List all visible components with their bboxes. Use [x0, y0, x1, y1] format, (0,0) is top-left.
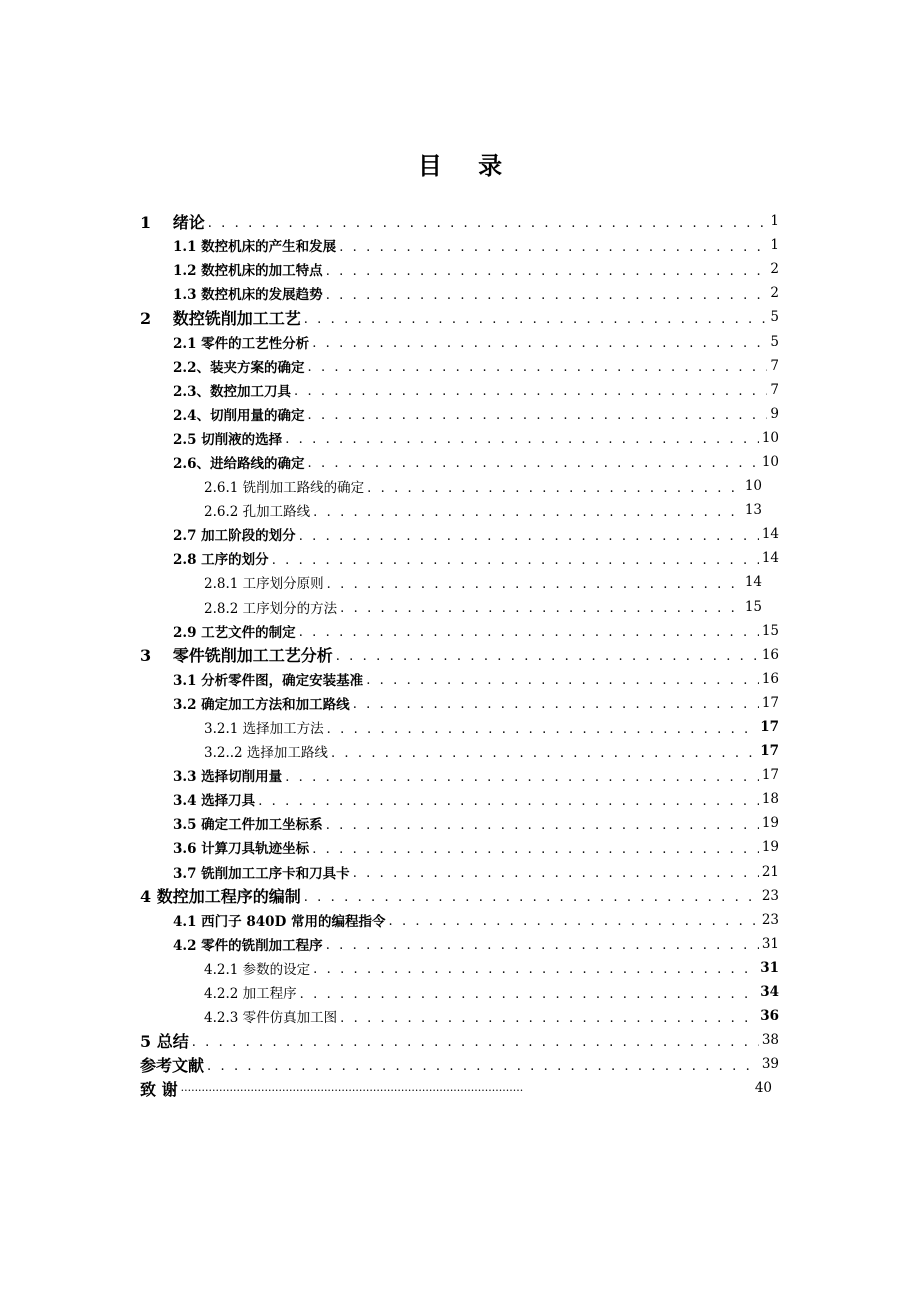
dot-leader	[300, 988, 758, 1001]
toc-entry-title: 3.2 确定加工方法和加工路线	[173, 696, 350, 713]
toc-entry[interactable]	[0, 787, 920, 811]
toc-entry-title: 2.3、数控加工刀具	[173, 383, 291, 400]
toc-entry-page-number: 15	[744, 598, 762, 615]
dot-leader	[258, 795, 759, 808]
toc-entry-page-number: 19	[761, 815, 779, 832]
toc-entry-title: 3.4 选择刀具	[173, 793, 256, 810]
toc-entry[interactable]	[0, 570, 920, 594]
toc-entry-page-number: 1	[770, 213, 779, 230]
toc-entry[interactable]	[0, 739, 920, 763]
page-title: 目 录	[417, 152, 517, 180]
toc-entry-title: 2.6.2 孔加工路线	[204, 504, 311, 521]
toc-entry[interactable]	[0, 257, 920, 281]
dot-leader	[192, 1036, 759, 1049]
toc-entry-title: 4.2.2 加工程序	[204, 986, 297, 1003]
toc-entry-title: 1.1 数控机床的产生和发展	[173, 239, 337, 256]
toc-entry[interactable]	[0, 763, 920, 787]
toc-entry-title: 2 数控铣削加工工艺	[140, 308, 301, 328]
toc-entry-title: 2.6.1 铣削加工路线的确定	[204, 480, 365, 497]
dot-leader	[304, 891, 759, 904]
dot-leader	[312, 843, 759, 856]
toc-entry-title: 2.2、装夹方案的确定	[173, 359, 305, 376]
toc-entry-page-number: 39	[761, 1056, 779, 1073]
toc-entry-page-number: 38	[761, 1032, 779, 1049]
dot-leader	[272, 554, 759, 567]
dot-leader	[340, 1012, 757, 1025]
toc-entry-page-number: 16	[761, 646, 779, 663]
toc-entry[interactable]	[0, 980, 920, 1004]
toc-entry-page-number: 7	[770, 381, 779, 398]
toc-entry-page-number: 23	[761, 887, 779, 904]
toc-entry-title: 2.5 切削液的选择	[173, 431, 283, 448]
dot-leader	[285, 771, 759, 784]
toc-entry[interactable]	[0, 715, 920, 739]
toc-entry-title: 3 零件铣削加工工艺分析	[140, 646, 333, 666]
toc-entry-page-number: 1	[770, 237, 779, 254]
toc-entry-title: 2.8.1 工序划分原则	[204, 576, 324, 593]
toc-entry-title: 2.4、切削用量的确定	[173, 407, 305, 424]
toc-entry-page-number: 5	[770, 333, 779, 350]
toc-entry-page-number: 17	[761, 694, 779, 711]
dot-leader	[340, 602, 742, 615]
toc-entry-page-number: 2	[770, 285, 779, 302]
toc-entry[interactable]	[0, 329, 920, 353]
toc-entry-title: 致 谢	[140, 1079, 178, 1099]
toc-entry[interactable]	[0, 281, 920, 305]
dot-leader	[326, 289, 768, 302]
toc-entry[interactable]	[0, 209, 920, 233]
toc-entry[interactable]	[0, 691, 920, 715]
toc-entry[interactable]	[0, 1004, 920, 1028]
toc-entry[interactable]	[0, 402, 920, 426]
toc-entry[interactable]	[0, 450, 920, 474]
toc-entry-title: 3.5 确定工件加工坐标系	[173, 817, 323, 834]
toc-entry[interactable]	[0, 884, 920, 908]
toc-entry[interactable]	[0, 643, 920, 667]
toc-entry[interactable]	[0, 474, 920, 498]
toc-entry-page-number: 17	[760, 743, 779, 760]
toc-entry-title: 4.1 西门子 840D 常用的编程指令	[173, 913, 386, 930]
toc-entry-title: 3.1 分析零件图，确定安装基准	[173, 672, 364, 689]
toc-entry[interactable]	[0, 835, 920, 859]
dot-leader	[308, 361, 768, 374]
toc-entry[interactable]	[0, 498, 920, 522]
dot-leader	[208, 217, 768, 230]
toc-entry-title: 2.9 工艺文件的制定	[173, 624, 296, 641]
toc-entry-title: 3.6 计算刀具轨迹坐标	[173, 841, 310, 858]
toc-entry[interactable]	[0, 426, 920, 450]
toc-entry-title: 2.8.2 工序划分的方法	[204, 600, 338, 617]
toc-entry[interactable]	[0, 932, 920, 956]
dot-leader	[331, 747, 757, 760]
toc-entry-page-number: 36	[760, 1008, 779, 1025]
toc-entry-title: 4 数控加工程序的编制	[140, 887, 301, 907]
toc-entry[interactable]	[0, 522, 920, 546]
dot-leader	[326, 265, 768, 278]
dot-leader	[313, 963, 757, 976]
toc-entry-page-number: 14	[761, 526, 779, 543]
dot-leader	[353, 698, 759, 711]
toc-entry-page-number: 7	[770, 357, 779, 374]
dot-leader	[294, 385, 767, 398]
dot-leader	[327, 723, 758, 736]
dot-leader	[299, 626, 759, 639]
toc-entry[interactable]	[0, 860, 920, 884]
dot-leader	[326, 819, 759, 832]
toc-entry[interactable]	[0, 378, 920, 402]
toc-entry-page-number: 14	[744, 574, 762, 591]
toc-entry-title: 2.1 零件的工艺性分析	[173, 335, 310, 352]
toc-entry[interactable]	[0, 811, 920, 835]
toc-entry-page-number: 21	[761, 863, 779, 880]
toc-entry-page-number: 10	[744, 478, 762, 495]
dot-leader	[339, 241, 767, 254]
toc-entry-page-number: 13	[744, 502, 762, 519]
dot-leader	[353, 867, 759, 880]
dot-leader	[336, 650, 759, 663]
toc-entry[interactable]	[0, 1076, 920, 1100]
dot-leader	[367, 482, 742, 495]
dot-leader	[181, 1085, 752, 1096]
toc-entry-page-number: 31	[761, 935, 779, 952]
dot-leader	[366, 674, 759, 687]
toc-entry-title: 3.2.1 选择加工方法	[204, 721, 324, 738]
dot-leader	[313, 506, 742, 519]
toc-entry-page-number: 9	[770, 405, 779, 422]
dot-leader	[285, 433, 759, 446]
toc-entry-page-number: 15	[761, 622, 779, 639]
toc-entry-page-number: 17	[761, 767, 779, 784]
toc-entry-page-number: 40	[754, 1080, 772, 1097]
toc-entry-title: 参考文献	[140, 1055, 205, 1075]
dot-leader	[308, 457, 759, 470]
toc-entry[interactable]	[0, 354, 920, 378]
toc-entry[interactable]	[0, 908, 920, 932]
toc-entry-title: 2.7 加工阶段的划分	[173, 528, 296, 545]
dot-leader	[388, 915, 758, 928]
toc-entry-page-number: 17	[760, 719, 779, 736]
toc-entry-title: 1 绪论	[140, 212, 205, 232]
toc-entry-page-number: 16	[761, 670, 779, 687]
toc-entry-page-number: 18	[761, 791, 779, 808]
dot-leader	[327, 578, 742, 591]
toc-entry-page-number: 10	[761, 453, 779, 470]
toc-entry[interactable]	[0, 956, 920, 980]
toc-entry-page-number: 23	[761, 911, 779, 928]
dot-leader	[207, 1060, 759, 1073]
toc-entry-title: 3.7 铣削加工工序卡和刀具卡	[173, 865, 350, 882]
toc-entry[interactable]	[0, 1052, 920, 1076]
dot-leader	[308, 409, 768, 422]
toc-entry[interactable]	[0, 546, 920, 570]
toc-entry-title: 3.3 选择切削用量	[173, 769, 283, 786]
toc-entry-page-number: 14	[761, 550, 779, 567]
toc-entry[interactable]	[0, 305, 920, 329]
dot-leader	[326, 939, 759, 952]
toc-entry[interactable]	[0, 595, 920, 619]
toc-entry-title: 4.2.1 参数的设定	[204, 961, 311, 978]
toc-entry[interactable]	[0, 233, 920, 257]
dot-leader	[312, 337, 767, 350]
toc-entry-page-number: 31	[760, 959, 779, 976]
toc-entry-title: 2.6、进给路线的确定	[173, 455, 305, 472]
toc-entry-title: 4.2.3 零件仿真加工图	[204, 1010, 338, 1027]
toc-entry-page-number: 5	[770, 309, 779, 326]
toc-entry-title: 1.2 数控机床的加工特点	[173, 263, 323, 280]
toc-entry-page-number: 10	[761, 429, 779, 446]
toc-entry-title: 1.3 数控机床的发展趋势	[173, 287, 323, 304]
toc-entry-title: 4.2 零件的铣削加工程序	[173, 937, 323, 954]
toc-entry[interactable]	[0, 667, 920, 691]
toc-entry-page-number: 34	[760, 984, 779, 1001]
dot-leader	[304, 313, 768, 326]
dot-leader	[299, 530, 759, 543]
toc-entry[interactable]	[0, 1028, 920, 1052]
toc-entry[interactable]	[0, 619, 920, 643]
toc-entry-page-number: 19	[761, 839, 779, 856]
toc-entry-title: 2.8 工序的划分	[173, 552, 269, 569]
table-of-contents	[0, 209, 920, 1100]
toc-entry-title: 3.2..2 选择加工路线	[204, 745, 328, 762]
toc-entry-page-number: 2	[770, 261, 779, 278]
toc-entry-title: 5 总结	[140, 1031, 189, 1051]
